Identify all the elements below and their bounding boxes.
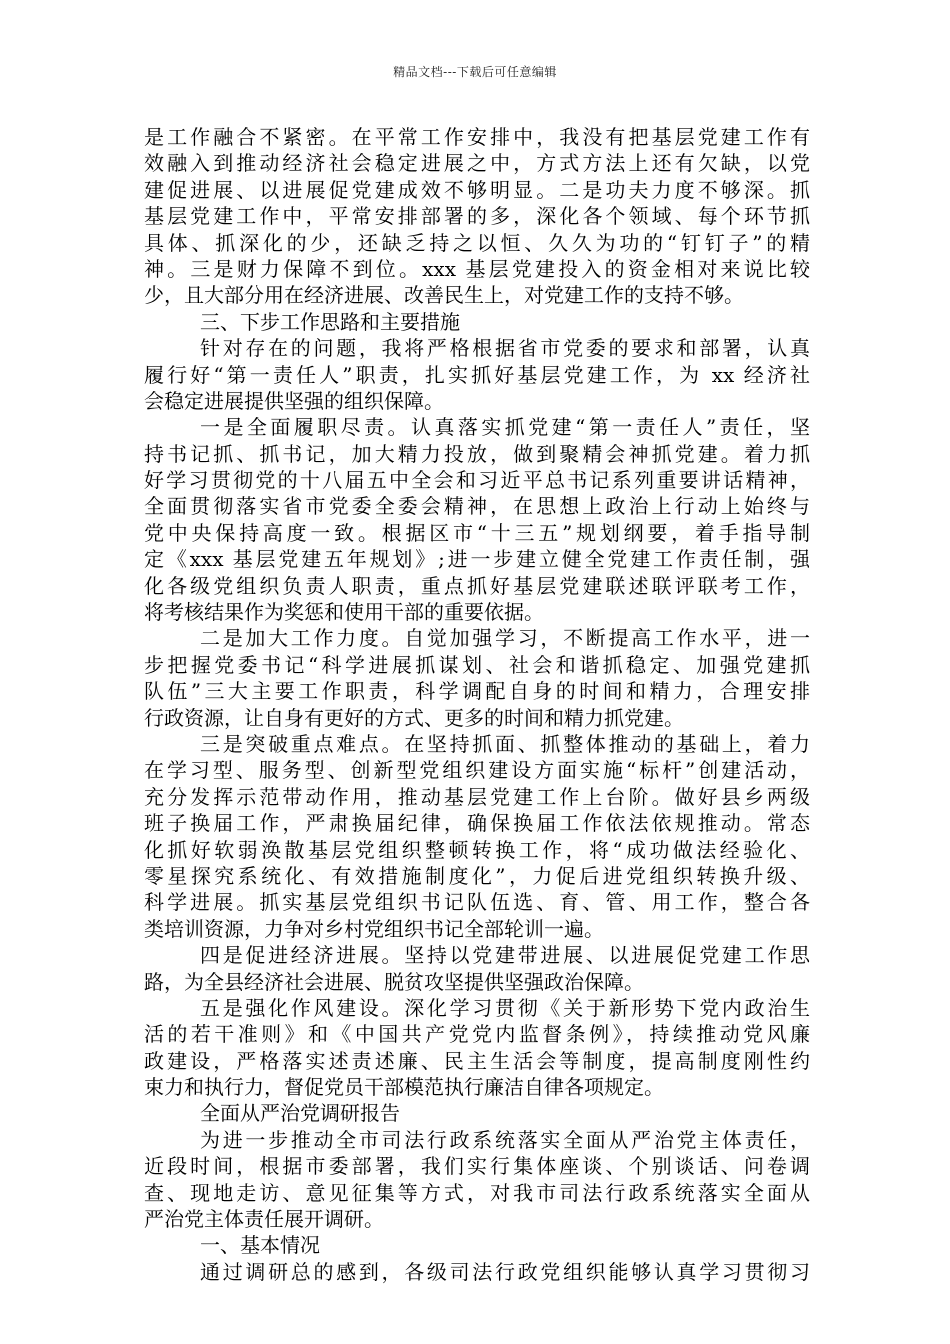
text-line: 定《xxx 基层党建五年规划》;进一步建立健全党建工作责任制，强 (144, 547, 810, 572)
text-line: 通过调研总的感到，各级司法行政党组织能够认真学习贯彻习 (200, 1259, 810, 1284)
text-line: 全面从严治党调研报告 (200, 1101, 400, 1126)
text-line: 三是突破重点难点。在坚持抓面、抓整体推动的基础上，着力 (200, 731, 810, 756)
text-line: 类培训资源，力争对乡村党组织书记全部轮训一遍。 (144, 916, 604, 941)
text-line: 会稳定进展提供坚强的组织保障。 (144, 388, 444, 413)
text-line: 一、基本情况 (200, 1233, 320, 1258)
text-line: 近段时间，根据市委部署，我们实行集体座谈、个别谈话、问卷调 (144, 1154, 810, 1179)
text-line: 零星探究系统化、有效措施制度化”，力促后进党组织转换升级、 (144, 863, 810, 888)
document-body (144, 124, 810, 1285)
text-line: 持书记抓、抓书记，加大精力投放，做到聚精会神抓党建。着力抓 (144, 441, 810, 466)
text-line: 三、下步工作思路和主要措施 (200, 309, 460, 334)
text-line: 少，且大部分用在经济进展、改善民生上，对党建工作的支持不够。 (144, 283, 744, 308)
text-line: 步把握党委书记“科学进展抓谋划、社会和谐抓稳定、加强党建抓 (144, 652, 810, 677)
text-line: 队伍”三大主要工作职责，科学调配自身的时间和精力，合理安排 (144, 679, 810, 704)
text-line: 政建设，严格落实述责述廉、民主生活会等制度，提高制度刚性约 (144, 1048, 810, 1073)
text-line: 科学进展。抓实基层党组织书记队伍选、育、管、用工作，整合各 (144, 890, 810, 915)
text-line: 班子换届工作，严肃换届纪律，确保换届工作依法依规推动。常态 (144, 811, 810, 836)
text-line: 严治党主体责任展开调研。 (144, 1207, 384, 1232)
text-line: 履行好“第一责任人”职责，扎实抓好基层党建工作，为 xx 经济社 (144, 362, 810, 387)
text-line: 充分发挥示范带动作用，推动基层党建工作上台阶。做好县乡两级 (144, 784, 810, 809)
text-line: 束力和执行力，督促党员干部模范执行廉洁自律各项规定。 (144, 1075, 664, 1100)
text-line: 为进一步推动全市司法行政系统落实全面从严治党主体责任， (200, 1127, 810, 1152)
text-line: 化抓好软弱涣散基层党组织整顿转换工作，将“成功做法经验化、 (144, 837, 810, 862)
text-line: 针对存在的问题，我将严格根据省市党委的要求和部署，认真 (200, 336, 810, 361)
text-line: 党中央保持高度一致。根据区市“十三五”规划纲要，着手指导制 (144, 520, 810, 545)
text-line: 路，为全县经济社会进展、脱贫攻坚提供坚强政治保障。 (144, 969, 644, 994)
text-line: 将考核结果作为奖惩和使用干部的重要依据。 (144, 600, 544, 625)
text-line: 化各级党组织负责人职责，重点抓好基层党建联述联评联考工作， (144, 573, 810, 598)
text-line: 活的若干准则》和《中国共产党党内监督条例》，持续推动党风廉 (144, 1022, 810, 1047)
text-line: 建促进展、以进展促党建成效不够明显。二是功夫力度不够深。抓 (144, 177, 810, 202)
text-line: 查、现地走访、意见征集等方式，对我市司法行政系统落实全面从 (144, 1180, 810, 1205)
text-line: 一是全面履职尽责。认真落实抓党建“第一责任人”责任，坚 (200, 415, 810, 440)
text-line: 在学习型、服务型、创新型党组织建设方面实施“标杆”创建活动， (144, 758, 810, 783)
text-line: 全面贯彻落实省市党委全委会精神，在思想上政治上行动上始终与 (144, 494, 810, 519)
text-line: 四是促进经济进展。坚持以党建带进展、以进展促党建工作思 (200, 943, 810, 968)
text-line: 基层党建工作中，平常安排部署的多，深化各个领域、每个环节抓 (144, 204, 810, 229)
text-line: 二是加大工作力度。自觉加强学习，不断提高工作水平，进一 (200, 626, 810, 651)
text-line: 五是强化作风建设。深化学习贯彻《关于新形势下党内政治生 (200, 995, 810, 1020)
text-line: 神。三是财力保障不到位。xxx 基层党建投入的资金相对来说比较 (144, 256, 810, 281)
text-line: 好学习贯彻党的十八届五中全会和习近平总书记系列重要讲话精神， (144, 468, 810, 493)
page-header: 精品文档---下载后可任意编辑 (393, 65, 557, 79)
text-line: 效融入到推动经济社会稳定进展之中，方式方法上还有欠缺，以党 (144, 151, 810, 176)
text-line: 具体、抓深化的少，还缺乏持之以恒、久久为功的“钉钉子”的精 (144, 230, 810, 255)
text-line: 行政资源，让自身有更好的方式、更多的时间和精力抓党建。 (144, 705, 684, 730)
text-line: 是工作融合不紧密。在平常工作安排中，我没有把基层党建工作有 (144, 125, 810, 149)
